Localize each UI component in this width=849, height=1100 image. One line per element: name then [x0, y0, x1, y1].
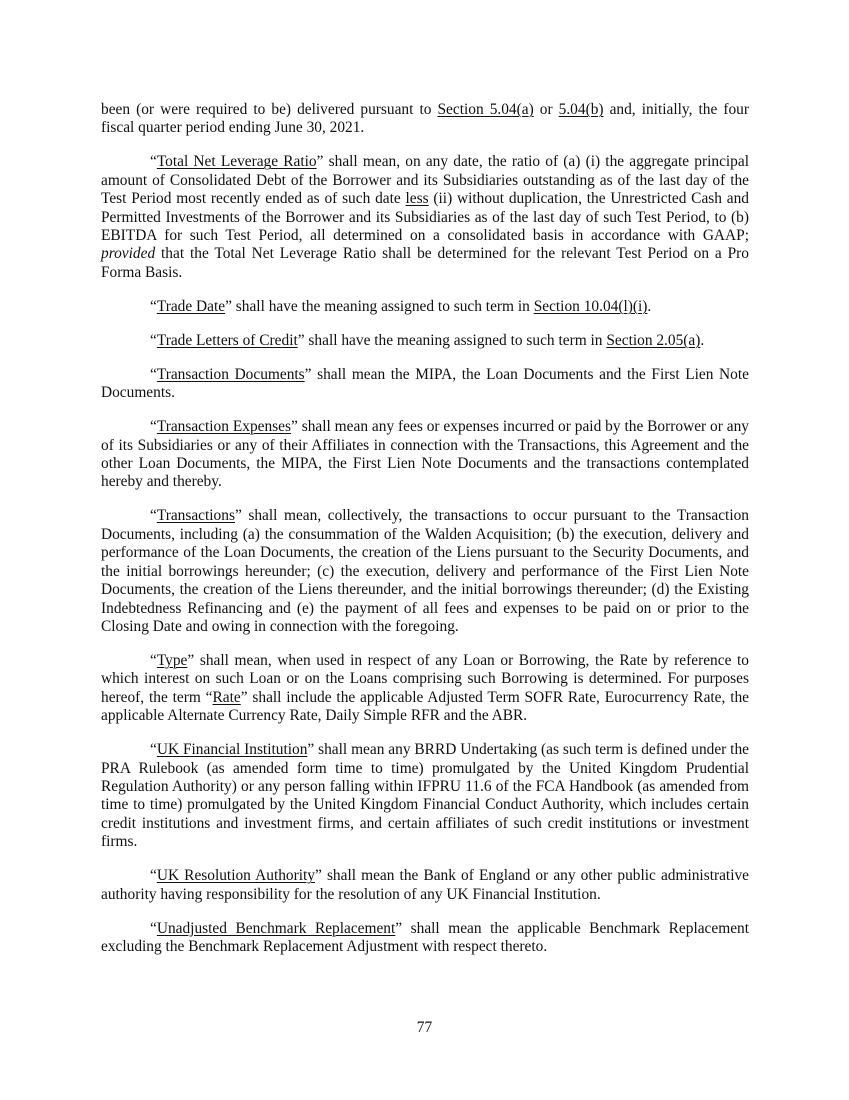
definition-text: ” shall mean the applicable Benchmark Replacement excluding the Benchmark Replacement Adjustment with respect thereto. [101, 919, 749, 955]
definition-transaction-expenses: “Transaction Expenses” shall mean any fees or expenses incurred or paid by the Borrower or any of its Subsidiaries or any of their Affiliates in connection with the Transactions, this Agreement and the other Loan Documents, the MIPA, the First Lien Note Documents and the transactions contemplated hereby and thereby. [101, 418, 749, 491]
section-reference: Section 10.04(l)(i) [533, 297, 648, 315]
defined-term: UK Resolution Authority [156, 867, 315, 885]
text: been (or were required to be) delivered pursuant to [101, 101, 438, 118]
defined-term: Trade Date [156, 297, 226, 315]
definition-type: “Type” shall mean, when used in respect of any Loan or Borrowing, the Rate by reference to which interest on such Loan or on the Loans comprising such Borrowing is determined. For purposes hereof, the term “Rate” shall include the applicable Adjusted Term SOFR Rate, Eurocurrency Rate, the applicable Alternate Currency Rate, Daily Simple RFR and the ABR. [101, 651, 749, 725]
definition-unadjusted-benchmark-replacement: “Unadjusted Benchmark Replacement” shall mean the applicable Benchmark Replacement excluding the Benchmark Replacement Adjustment with respect thereto. [101, 919, 749, 955]
definition-text: (ii) without duplication, the Unrestricted Cash and Permitted Investments of the Borrower and its Subsidiaries as of the last day of such Test Period, to (b) EBITDA for such Test Period, all determined on a consolidated basis in accordance with GAAP; [101, 190, 749, 245]
definition-text: ” shall mean, when used in respect of any Loan or Borrowing, the Rate by reference to which interest on such Loan or on the Loans comprising such Borrowing is determined. For purposes hereof, the term “ [101, 651, 749, 706]
definition-text: ” shall mean the MIPA, the Loan Documents and the First Lien Note Documents. [101, 365, 749, 402]
definition-text: ” shall mean, collectively, the transactions to occur pursuant to the Transaction Documents, including (a) the consummation of the Walden Acquisition; (b) the execution, delivery and performance of the Loan Documents, the creation of the Liens pursuant to the Security Documents, and the initial borrowings hereunder; (c) the execution, delivery and performance of the First Lien Note Documents, the creation of the Liens thereunder, and the initial borrowings thereunder; (d) the Existing Indebtedness Refinancing and (e) the payment of all fees and expenses to be paid on or prior to the Closing Date and owing in connection with the foregoing. [101, 507, 749, 635]
definition-text: ” shall mean the Bank of England or any other public administrative authority having responsibility for the resolution of any UK Financial Institution. [101, 867, 750, 903]
document-page [101, 101, 749, 972]
paragraph-continuation [101, 101, 749, 138]
defined-term: Transactions [156, 507, 235, 525]
definition-text: ” shall have the meaning assigned to such term in [297, 331, 607, 349]
defined-term: Trade Letters of Credit [156, 331, 298, 349]
definition-uk-resolution-authority: “UK Resolution Authority” shall mean the Bank of England or any other public administrative authority having responsibility for the resolution of any UK Financial Institution. [101, 867, 750, 903]
defined-term: Total Net Leverage Ratio [156, 153, 317, 171]
definition-text: ” shall mean, on any date, the ratio of (a) (i) the aggregate principal amount of Consolidated Debt of the Borrower and its Subsidiaries outstanding as of the last day of the Test Period most recently ended as of such date [101, 153, 749, 208]
definition-trade-date: “Trade Date” shall have the meaning assigned to such term in Section 10.04(l)(i). [150, 297, 652, 315]
definition-text: . [647, 297, 652, 315]
section-reference: 5.04(b) [558, 101, 604, 118]
defined-term: Type [156, 651, 188, 669]
defined-term: Unadjusted Benchmark Replacement [156, 919, 396, 937]
section-reference: Section 5.04(a) [437, 101, 534, 118]
defined-term: Transaction Documents [156, 365, 305, 383]
italic-word: provided [101, 245, 156, 263]
definition-uk-financial-institution: “UK Financial Institution” shall mean any BRRD Undertaking (as such term is defined under the PRA Rulebook (as amended form time to time) promulgated by the United Kingdom Prudential Regulation Authority) or any person falling within IFPRU 11.6 of the FCA Handbook (as amended from time to time) promulgated by the United Kingdom Financial Conduct Authority, which includes certain credit institutions and investment firms, and certain affiliates of such credit institutions or investment firms. [101, 741, 749, 851]
definition-trade-letters-of-credit: “Trade Letters of Credit” shall have the meaning assigned to such term in Section 2.05(a). [150, 331, 705, 349]
definition-text: that the Total Net Leverage Ratio shall be determined for the relevant Test Period on a Pro Forma Basis. [101, 245, 749, 281]
page-number: 77 [416, 1019, 433, 1036]
defined-term: UK Financial Institution [156, 741, 308, 759]
defined-term: Rate [212, 688, 241, 706]
definition-total-net-leverage-ratio: “Total Net Leverage Ratio” shall mean, on any date, the ratio of (a) (i) the aggregate principal amount of Consolidated Debt of the Borrower and its Subsidiaries outstanding as of the last day of the Test Period most recently ended as of such date less (ii) without duplication, the Unrestricted Cash and Permitted Investments of the Borrower and its Subsidiaries as of the last day of such Test Period, to (b) EBITDA for such Test Period, all determined on a consolidated basis in accordance with GAAP; provided that the Total Net Leverage Ratio shall be determined for the relevant Test Period on a Pro Forma Basis. [101, 153, 749, 281]
definition-text: ” shall mean any BRRD Undertaking (as such term is defined under the PRA Rulebook (as amended form time to time) promulgated by the United Kingdom Prudential Regulation Authority) or any person falling within IFPRU 11.6 of the FCA Handbook (as amended from time to time) promulgated by the United Kingdom Financial Conduct Authority, which includes certain credit institutions and investment firms, and certain affiliates of such credit institutions or investment firms. [101, 741, 749, 851]
definition-transactions: “Transactions” shall mean, collectively, the transactions to occur pursuant to the Transaction Documents, including (a) the consummation of the Walden Acquisition; (b) the execution, delivery and performance of the Loan Documents, the creation of the Liens pursuant to the Security Documents, and the initial borrowings hereunder; (c) the execution, delivery and performance of the First Lien Note Documents, the creation of the Liens thereunder, and the initial borrowings thereunder; (d) the Existing Indebtedness Refinancing and (e) the payment of all fees and expenses to be paid on or prior to the Closing Date and owing in connection with the foregoing. [101, 507, 749, 635]
definition-text: . [700, 331, 705, 349]
text: and, initially, the four fiscal quarter period ending June 30, 2021. [101, 101, 749, 137]
definition-transaction-documents: “Transaction Documents” shall mean the MIPA, the Loan Documents and the First Lien Note Documents. [101, 365, 749, 402]
section-reference: Section 2.05(a) [606, 331, 701, 349]
definition-text: ” shall have the meaning assigned to such term in [225, 297, 534, 315]
defined-term: Transaction Expenses [156, 418, 291, 436]
underlined-word: less [405, 190, 429, 208]
definition-text: ” shall include the applicable Adjusted Term SOFR Rate, Eurocurrency Rate, the applicable Alternate Currency Rate, Daily Simple RFR and the ABR. [101, 688, 749, 725]
text: or [533, 101, 559, 118]
definition-text: ” shall mean any fees or expenses incurred or paid by the Borrower or any of its Subsidiaries or any of their Affiliates in connection with the Transactions, this Agreement and the other Loan Documents, the MIPA, the First Lien Note Documents and the transactions contemplated hereby and thereby. [101, 418, 749, 491]
